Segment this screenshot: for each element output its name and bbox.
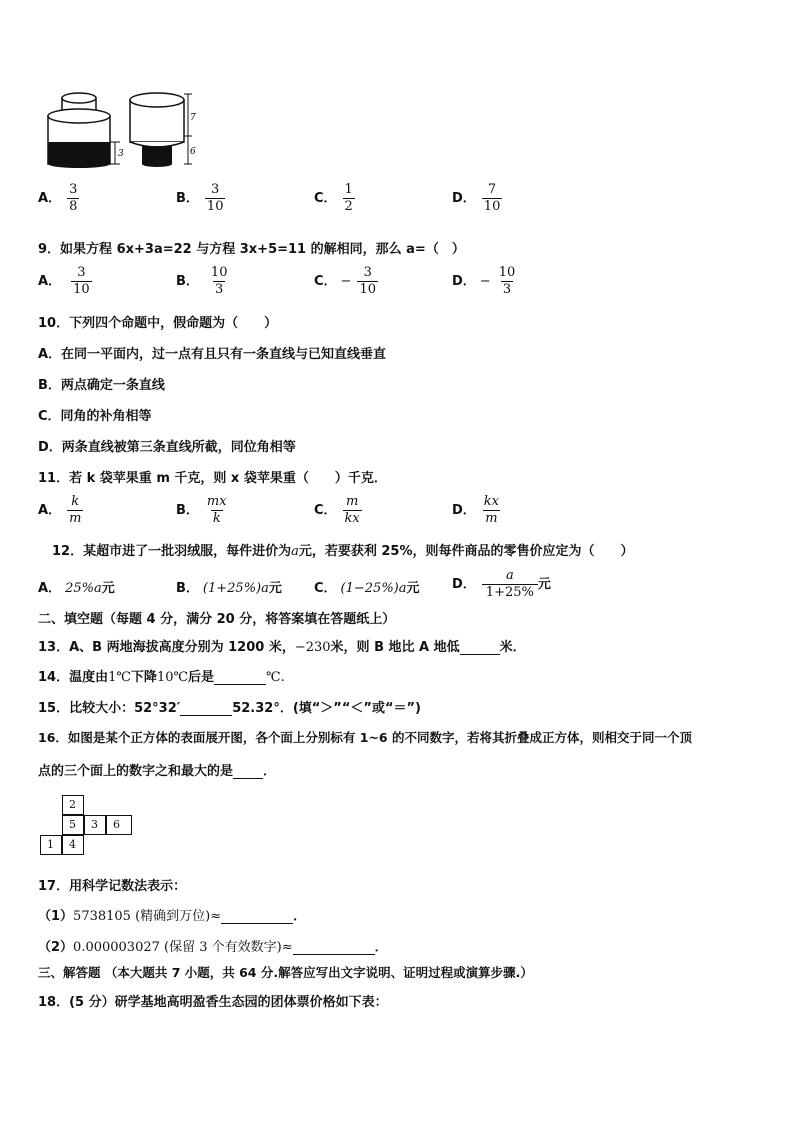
q17-part-1: （1）5738105 (精确到万位)≈ ． [38,909,307,924]
q16-line-2: 点的三个面上的数字之和最大的是 ． [38,764,277,779]
q17-p1-answer-blank[interactable] [221,909,293,924]
q17-p2-answer-blank[interactable] [293,940,375,955]
dim-label-7: 7 [190,113,196,123]
q9-option-d[interactable]: D． − $\frac{10}{3}$ [452,265,516,297]
q12-option-a[interactable]: A． 25%a元 [38,581,115,596]
q18-stem: 18．(5 分）研学基地高明盈香生态园的团体票价格如下表： [38,995,388,1010]
right-solid [130,93,184,167]
net-face: 3 [84,815,106,835]
q17-stem: 17．用科学记数法表示： [38,879,187,894]
cube-net [40,795,140,857]
q17-part-2: （2）0.000003027 (保留 3 个有效数字)≈ ． [38,940,388,955]
left-solid [48,93,110,168]
q12-option-d[interactable]: D． $\frac{a}{1+25\%}$ 元 [452,568,551,600]
q16-answer-blank[interactable] [233,764,263,779]
section-2-heading: 二、填空题（每题 4 分，满分 20 分，将答案填在答题纸上） [38,612,396,627]
q10-option-d[interactable]: D．两条直线被第三条直线所截，同位角相等 [38,440,296,455]
q14-answer-blank[interactable] [214,670,266,685]
dim-label-6: 6 [190,147,196,157]
q8-option-c[interactable]: C． $\frac{1}{2}$ [314,182,353,214]
net-face: 1 [40,835,62,855]
q11-stem: 11．若 k 袋苹果重 m 千克，则 x 袋苹果重（ ）千克． [38,471,387,486]
q10-option-a[interactable]: A．在同一平面内，过一点有且只有一条直线与已知直线垂直 [38,347,387,362]
q12-option-c[interactable]: C． (1−25%)a元 [314,581,420,596]
q11-option-a[interactable]: A． $\frac{k}{m}$ [38,494,82,526]
q8-option-b[interactable]: B． $\frac{3}{10}$ [176,182,224,214]
q9-option-a[interactable]: A． $\frac{3}{10}$ [38,265,90,297]
q14: 14．温度由1℃下降10℃后是 ℃. [38,670,285,685]
q10-option-c[interactable]: C．同角的补角相等 [38,409,152,424]
q9-stem: 9．如果方程 6x+3a=22 与方程 3x+5=11 的解相同，那么 a=（ ） [38,242,465,257]
q16-line-1: 16．如图是某个正方体的表面展开图，各个面上分别标有 1~6 的不同数字，若将其折叠成正方体，则相交于同一个顶 [38,730,692,745]
section-3-heading: 三、解答题 （本大题共 7 小题，共 64 分.解答应写出文字说明、证明过程或演算步骤.） [38,965,533,980]
net-face: 2 [62,795,84,815]
q15: 15．比较大小：52°32′ 52.32°．(填“＞”“＜”或“＝”) [38,701,421,716]
q13: 13．A、B 两地海拔高度分别为 1200 米，−230米，则 B 地比 A 地低 米． [38,640,526,655]
q15-answer-blank[interactable] [180,701,232,716]
dim-label-3: 3 [118,149,124,159]
net-face: 4 [62,835,84,855]
q11-option-b[interactable]: B． $\frac{mx}{k}$ [176,494,227,526]
q11-option-d[interactable]: D． $\frac{kx}{m}$ [452,494,500,526]
q12-option-b[interactable]: B． (1+25%)a元 [176,581,282,596]
q9-option-b[interactable]: B． $\frac{10}{3}$ [176,265,228,297]
net-face: 5 [62,815,84,835]
cylinder-figure [40,92,220,172]
q8-option-d[interactable]: D． $\frac{7}{10}$ [452,182,501,214]
q8-option-a[interactable]: A． $\frac{3}{8}$ [38,182,78,214]
q12-stem: 12．某超市进了一批羽绒服，每件进价为a元，若要获利 25%，则每件商品的零售价应定为（ ） [52,544,634,559]
q11-option-c[interactable]: C． $\frac{m}{kx}$ [314,494,360,526]
q13-answer-blank[interactable] [460,640,500,655]
net-face: 6 [106,815,132,835]
q9-option-c[interactable]: C． − $\frac{3}{10}$ [314,265,376,297]
q10-stem: 10．下列四个命题中，假命题为（ ） [38,316,278,331]
q10-option-b[interactable]: B．两点确定一条直线 [38,378,165,393]
